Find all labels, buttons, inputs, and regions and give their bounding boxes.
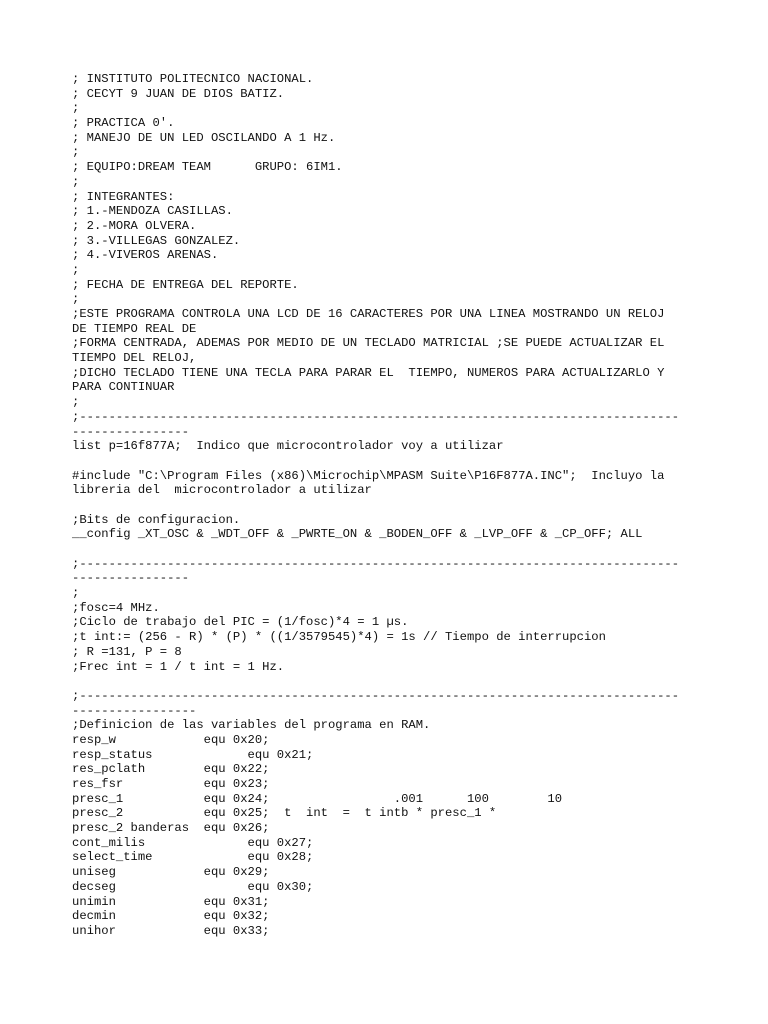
code-line: ; INTEGRANTES: [72, 189, 175, 204]
code-line: TIEMPO DEL RELOJ, [72, 351, 197, 366]
code-line: ; MANEJO DE UN LED OSCILANDO A 1 Hz. [72, 130, 336, 145]
code-line: ; 2.-MORA OLVERA. [72, 218, 197, 233]
code-line: presc_2 banderas equ 0x26; [72, 821, 270, 836]
code-line: ----------------- [72, 703, 197, 718]
code-line: ;fosc=4 MHz. [72, 600, 160, 615]
code-line: ;FORMA CENTRADA, ADEMAS POR MEDIO DE UN TECLADO MATRICIAL ;SE PUEDE ACTUALIZAR EL [72, 336, 665, 351]
code-line: ;ESTE PROGRAMA CONTROLA UNA LCD DE 16 CARACTERES POR UNA LINEA MOSTRANDO UN RELOJ [72, 307, 665, 321]
code-line: list p=16f877A; Indico que microcontrolador voy a utilizar [72, 439, 504, 454]
code-line: unimin equ 0x31; [72, 894, 270, 909]
code-line: ---------------- [72, 424, 190, 439]
code-line: select_time equ 0x28; [72, 850, 314, 865]
code-line: PARA CONTINUAR [72, 380, 175, 395]
code-line: ; [72, 262, 80, 277]
code-line: presc_2 equ 0x25; t int = t intb * presc_1 * [72, 806, 497, 821]
code-line: __config _XT_OSC & _WDT_OFF & _PWRTE_ON & _BODEN_OFF & _LVP_OFF & _CP_OFF; ALL [72, 527, 643, 542]
code-line [72, 542, 702, 557]
code-line: ;t int:= (256 - R) * (P) * ((1/3579545)*4) = 1s // Tiempo de interrupcion [72, 630, 606, 645]
code-line: ;---------------------------------------------------------------------------------- [72, 688, 680, 703]
code-line: ;Definicion de las variables del programa en RAM. [72, 718, 431, 733]
code-line: ;---------------------------------------------------------------------------------- [72, 556, 680, 571]
code-line: resp_status equ 0x21; [72, 747, 314, 762]
code-line: decmin equ 0x32; [72, 909, 270, 924]
source-code-listing [72, 72, 702, 939]
code-line: ; CECYT 9 JUAN DE DIOS BATIZ. [72, 86, 285, 101]
code-line: cont_milis equ 0x27; [72, 835, 314, 850]
code-line: res_pclath equ 0x22; [72, 762, 270, 777]
code-line: ; 1.-MENDOZA CASILLAS. [72, 204, 233, 219]
code-line: ;Bits de configuracion. [72, 512, 241, 527]
code-line: res_fsr equ 0x23; [72, 777, 270, 791]
code-line: ; EQUIPO:DREAM TEAM GRUPO: 6IM1. [72, 160, 343, 175]
code-line: ;---------------------------------------------------------------------------------- [72, 409, 680, 424]
code-line [72, 454, 702, 469]
code-line: ; FECHA DE ENTREGA DEL REPORTE. [72, 277, 299, 292]
code-line: ; R =131, P = 8 [72, 644, 182, 659]
code-line: ; 4.-VIVEROS ARENAS. [72, 248, 219, 263]
code-line: ;Frec int = 1 / t int = 1 Hz. [72, 659, 285, 674]
code-line [72, 498, 702, 513]
code-line: ; PRACTICA 0'. [72, 116, 175, 131]
code-line: ; [72, 292, 80, 307]
code-line: ; [72, 101, 80, 116]
code-line: ;DICHO TECLADO TIENE UNA TECLA PARA PARAR EL TIEMPO, NUMEROS PARA ACTUALIZARLO Y [72, 365, 665, 380]
code-line: unihor equ 0x33; [72, 923, 270, 938]
code-line: ---------------- [72, 571, 190, 586]
code-line: #include "C:\Program Files (x86)\Microchip\MPASM Suite\P16F877A.INC"; Incluyo la [72, 468, 665, 483]
code-line: presc_1 equ 0x24; .001 100 10 [72, 791, 563, 806]
code-line: DE TIEMPO REAL DE [72, 321, 197, 336]
code-line: ; [72, 145, 80, 160]
code-line: ;Ciclo de trabajo del PIC = (1/fosc)*4 = 1 µs. [72, 615, 409, 630]
code-line: uniseg equ 0x29; [72, 865, 270, 880]
code-line [72, 674, 702, 689]
code-line: resp_w equ 0x20; [72, 732, 270, 747]
code-line: ; 3.-VILLEGAS GONZALEZ. [72, 233, 241, 248]
code-line: ; [72, 586, 80, 601]
code-line: decseg equ 0x30; [72, 879, 314, 894]
code-line: ; INSTITUTO POLITECNICO NACIONAL. [72, 72, 314, 86]
code-line: libreria del microcontrolador a utilizar [72, 483, 372, 498]
code-line: ; [72, 174, 80, 189]
code-line: ; [72, 395, 80, 410]
